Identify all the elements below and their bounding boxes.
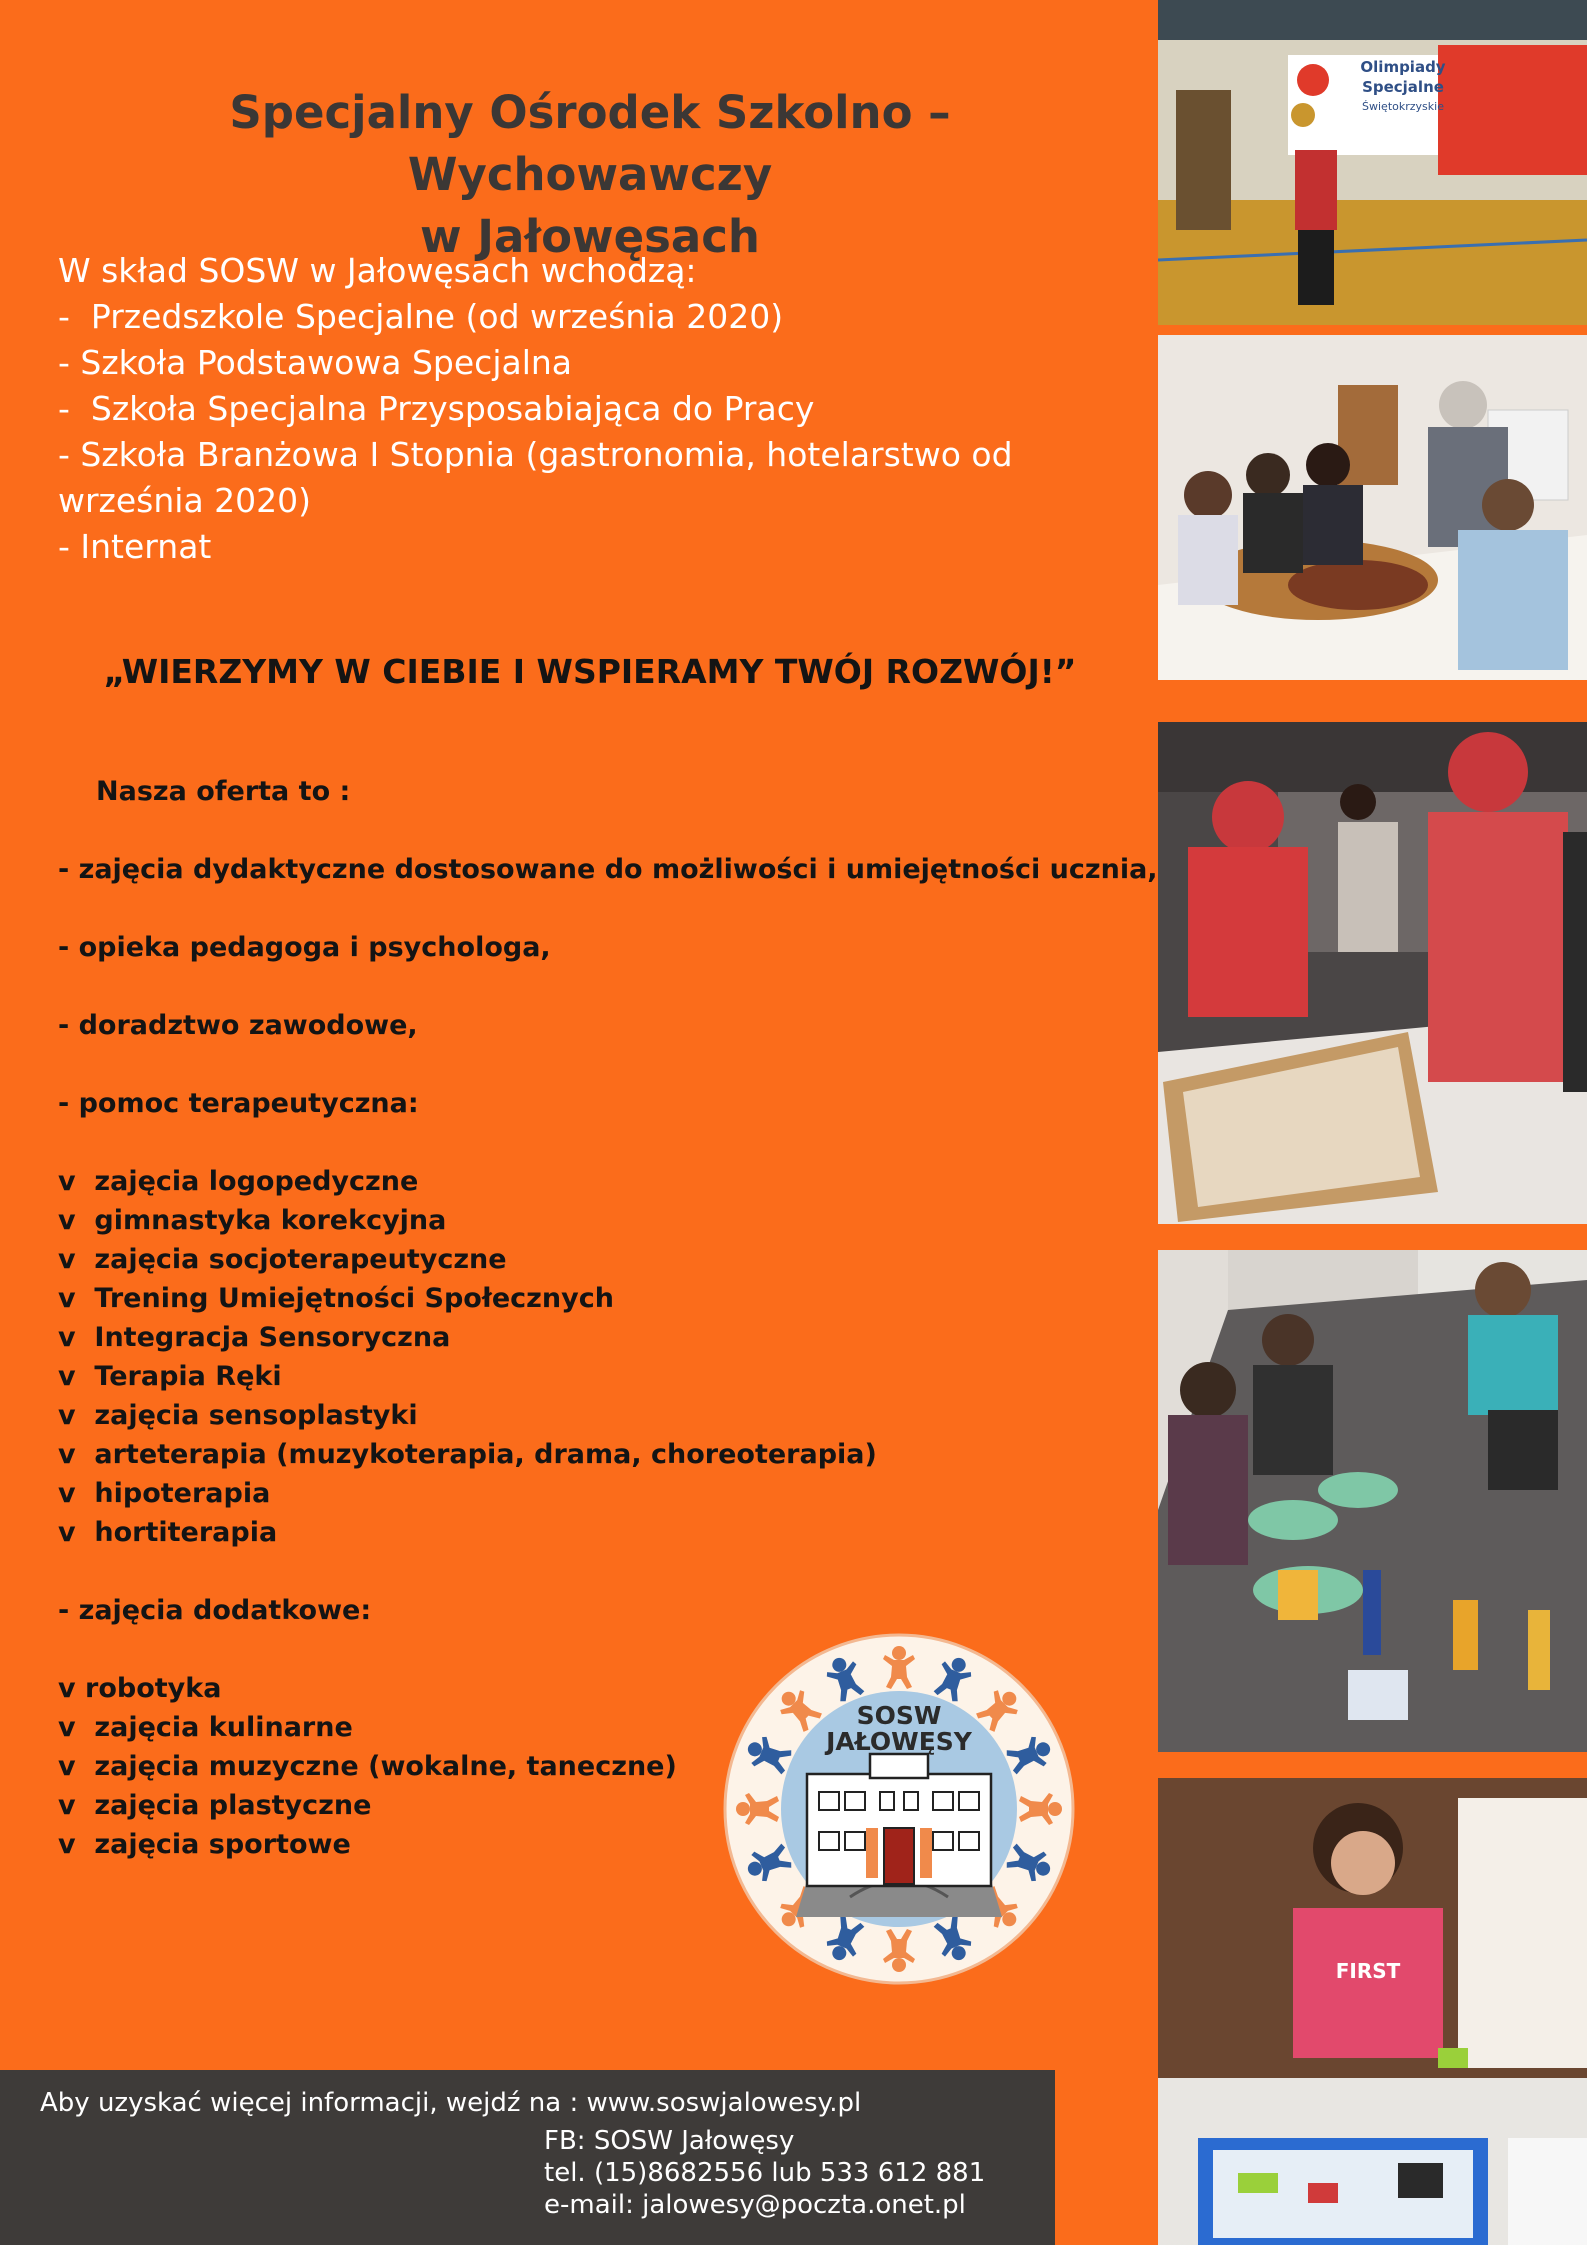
banner-text-line3: Świętokrzyskie	[1362, 100, 1444, 113]
extra-item: v zajęcia muzyczne (wokalne, taneczne)	[58, 1751, 677, 1782]
banner-text-line2: Specjalne	[1362, 78, 1444, 96]
banner-text-line1: Olimpiady	[1360, 58, 1446, 76]
website-line: Aby uzyskać więcej informacji, wejdź na : www.soswjalowesy.pl	[40, 2088, 862, 2118]
composition-intro: W skład SOSW w Jałowęsach wchodzą:	[58, 251, 697, 290]
photo-cooking-class	[1158, 722, 1587, 1224]
therapy-item: v zajęcia sensoplastyki	[58, 1400, 418, 1431]
school-logo	[722, 1632, 1076, 1986]
title-line-2: w Jałowęsach	[420, 210, 760, 263]
email-line: e-mail: jalowesy@poczta.onet.pl	[544, 2190, 966, 2220]
composition-line: - Szkoła Podstawowa Specjalna	[58, 343, 573, 382]
therapy-item: v gimnastyka korekcyjna	[58, 1205, 447, 1236]
composition-line: - Przedszkole Specjalne (od września 2020)	[58, 297, 784, 336]
therapy-item: v arteterapia (muzykoterapia, drama, choreoterapia)	[58, 1439, 877, 1470]
composition-line: - Szkoła Branżowa I Stopnia (gastronomia, hotelarstwo od	[58, 435, 1013, 474]
therapy-item: v Trening Umiejętności Społecznych	[58, 1283, 614, 1314]
therapy-item: v hortiterapia	[58, 1517, 278, 1548]
composition-section	[58, 248, 1138, 570]
offer-heading: Nasza oferta to :	[96, 776, 351, 807]
extra-item: v zajęcia kulinarne	[58, 1712, 353, 1743]
offer-item: - opieka pedagoga i psychologa,	[58, 932, 551, 963]
composition-line: września 2020)	[58, 481, 312, 520]
composition-line: - Szkoła Specjalna Przysposabiająca do Pracy	[58, 389, 815, 428]
motto: „WIERZYMY W CIEBIE I WSPIERAMY TWÓJ ROZWÓJ!”	[103, 652, 1077, 691]
therapy-item: v Terapia Ręki	[58, 1361, 282, 1392]
logo-text-line1: SOSW	[856, 1701, 942, 1730]
photo-sensory-play	[1158, 1250, 1587, 1752]
offer-item: - doradztwo zawodowe,	[58, 1010, 418, 1041]
therapy-item: v zajęcia socjoterapeutyczne	[58, 1244, 507, 1275]
extra-heading: - zajęcia dodatkowe:	[58, 1595, 372, 1626]
photo-olympics-speech	[1158, 0, 1587, 325]
contact-footer	[0, 2070, 1055, 2245]
offer-item: - zajęcia dydaktyczne dostosowane do możliwości i umiejętności ucznia,	[58, 854, 1158, 885]
title-line-1: Specjalny Ośrodek Szkolno – Wychowawczy	[229, 86, 951, 201]
therapy-item: v hipoterapia	[58, 1478, 271, 1509]
page-title	[60, 82, 1120, 268]
photo-robotics	[1158, 1778, 1587, 2245]
logo-text-line2: JAŁOWĘSY	[826, 1727, 972, 1756]
offer-item: - pomoc terapeutyczna:	[58, 1088, 419, 1119]
therapy-item: v zajęcia logopedyczne	[58, 1166, 419, 1197]
photo-art-class	[1158, 335, 1587, 680]
composition-line: - Internat	[58, 527, 212, 566]
extra-item: v zajęcia plastyczne	[58, 1790, 372, 1821]
facebook-line: FB: SOSW Jałowęsy	[544, 2126, 795, 2156]
extra-item: v zajęcia sportowe	[58, 1829, 351, 1860]
extra-item: v robotyka	[58, 1673, 222, 1704]
phone-line: tel. (15)8682556 lub 533 612 881	[544, 2158, 986, 2188]
therapy-item: v Integracja Sensoryczna	[58, 1322, 451, 1353]
shirt-text: FIRST	[1335, 1959, 1401, 1983]
